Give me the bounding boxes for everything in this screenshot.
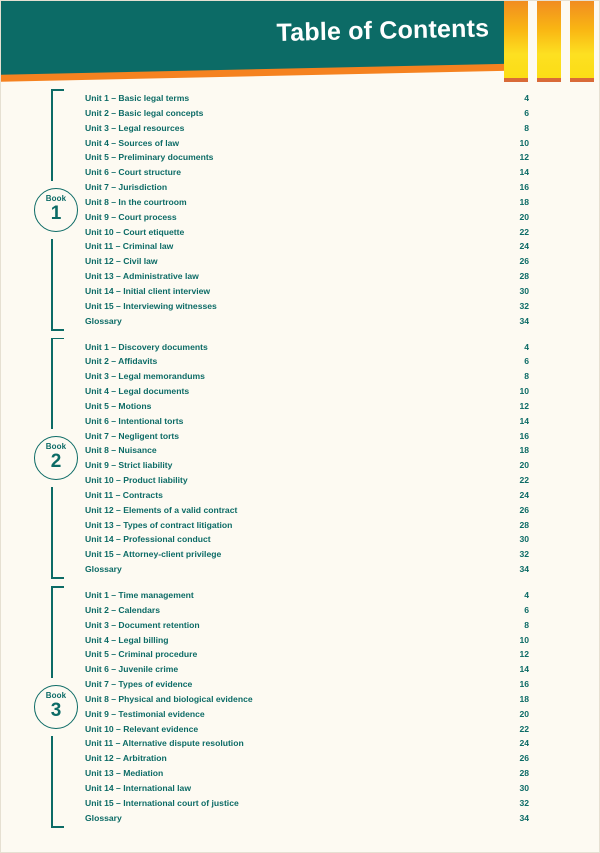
toc-entry[interactable] (85, 503, 529, 518)
toc-entry-leader-dots (189, 120, 491, 130)
toc-entry-leader-dots (194, 90, 491, 100)
toc-entry-label: Unit 1 – Discovery documents (85, 341, 208, 352)
toc-entry[interactable] (85, 225, 529, 240)
toc-entry[interactable] (85, 384, 529, 399)
toc-entry-leader-dots (165, 602, 491, 612)
toc-entry-page-number: 34 (519, 812, 529, 823)
toc-entry[interactable] (85, 562, 529, 577)
toc-entry-label: Unit 1 – Basic legal terms (85, 93, 190, 103)
toc-entry-leader-dots (213, 339, 491, 349)
toc-entry-page-number: 14 (519, 664, 529, 675)
toc-entry-leader-dots (258, 691, 491, 701)
toc-entry-leader-dots (183, 661, 491, 671)
decorative-stripe-foot-3 (570, 78, 594, 82)
toc-entry-page-number: 30 (519, 782, 529, 793)
toc-entry-leader-dots (184, 428, 491, 438)
bracket-rail-bottom (51, 239, 53, 331)
toc-entry-page-number: 30 (519, 534, 529, 545)
toc-entry-label: Unit 7 – Types of evidence (85, 679, 193, 690)
toc-entry-leader-dots (172, 750, 491, 760)
toc-entry-page-number: 12 (519, 400, 529, 411)
toc-entry-page-number: 14 (519, 167, 529, 178)
toc-entry[interactable] (85, 588, 529, 603)
book-section-1 (1, 89, 600, 331)
toc-entry[interactable] (85, 284, 529, 299)
toc-entry[interactable] (85, 150, 529, 165)
toc-entry-label: Unit 15 – International court of justice (85, 797, 239, 808)
toc-entry[interactable] (85, 722, 529, 737)
toc-entry-page-number: 18 (519, 445, 529, 456)
toc-entry-leader-dots (177, 457, 491, 467)
decorative-stripe-1 (504, 0, 528, 78)
toc-entry-page-number: 12 (519, 152, 529, 163)
toc-entry[interactable] (85, 532, 529, 547)
bracket-tick-bottom (51, 329, 64, 331)
toc-entry-leader-dots (127, 561, 491, 571)
toc-entry-label: Unit 8 – In the courtroom (85, 196, 187, 207)
toc-entry-label: Unit 10 – Product liability (85, 475, 188, 486)
toc-entry-page-number: 6 (524, 356, 529, 367)
toc-entry[interactable] (85, 340, 529, 355)
toc-entry-page-number: 26 (519, 753, 529, 764)
toc-entry-leader-dots (168, 765, 491, 775)
toc-entry[interactable] (85, 603, 529, 618)
book-entry-list (85, 89, 529, 331)
book-section-2 (1, 338, 600, 580)
toc-entry-label: Unit 14 – Initial client interview (85, 285, 211, 296)
toc-entry-label: Unit 9 – Court process (85, 211, 177, 222)
toc-entry-page-number: 28 (519, 519, 529, 530)
toc-entry-leader-dots (197, 676, 491, 686)
toc-entry-leader-dots (193, 472, 491, 482)
decorative-stripe-2 (537, 0, 561, 78)
book-badge (34, 685, 78, 729)
toc-entry[interactable] (85, 736, 529, 751)
toc-entry[interactable] (85, 429, 529, 444)
toc-entry-leader-dots (203, 721, 491, 731)
bracket-tick-top (51, 89, 64, 91)
toc-entry-label: Unit 14 – Professional conduct (85, 534, 211, 545)
toc-entry-leader-dots (162, 442, 491, 452)
toc-entry-leader-dots (127, 313, 491, 323)
toc-entry-leader-dots (222, 298, 491, 308)
toc-entry[interactable] (85, 707, 529, 722)
toc-entry-page-number: 34 (519, 315, 529, 326)
toc-entry-leader-dots (163, 253, 491, 263)
toc-entry-leader-dots (188, 413, 491, 423)
toc-entry-leader-dots (186, 164, 491, 174)
toc-entry-label: Unit 13 – Administrative law (85, 271, 199, 282)
bracket-tick-bottom (51, 826, 64, 828)
bracket-tick-top (51, 586, 64, 588)
toc-entry-label: Unit 11 – Contracts (85, 489, 163, 500)
toc-entry[interactable] (85, 662, 529, 677)
bracket-rail-top (51, 338, 53, 430)
toc-entry[interactable] (85, 195, 529, 210)
toc-entry-leader-dots (210, 706, 491, 716)
decorative-stripe-foot-1 (504, 78, 528, 82)
toc-entry[interactable] (85, 136, 529, 151)
toc-entry-label: Unit 13 – Types of contract litigation (85, 519, 233, 530)
toc-entry-leader-dots (215, 283, 491, 293)
toc-entry-page-number: 30 (519, 285, 529, 296)
toc-entry[interactable] (85, 121, 529, 136)
toc-entry-leader-dots (174, 632, 491, 642)
toc-entry-label: Unit 6 – Juvenile crime (85, 664, 179, 675)
toc-entry-label: Unit 5 – Criminal procedure (85, 649, 198, 660)
toc-entry-page-number: 28 (519, 768, 529, 779)
toc-entry-page-number: 8 (524, 619, 529, 630)
toc-entry-leader-dots (194, 383, 491, 393)
toc-entry[interactable] (85, 811, 529, 826)
toc-entry[interactable] (85, 443, 529, 458)
toc-entry-leader-dots (182, 209, 491, 219)
toc-entry-label: Unit 6 – Intentional torts (85, 415, 184, 426)
toc-entry-label: Unit 7 – Negligent torts (85, 430, 180, 441)
toc-entry-label: Unit 12 – Civil law (85, 256, 158, 267)
toc-entry-page-number: 16 (519, 182, 529, 193)
book-badge-number: 1 (50, 202, 62, 224)
book-badge-number: 2 (50, 451, 62, 473)
toc-entry-page-number: 12 (519, 649, 529, 660)
toc-entry-label: Unit 1 – Time management (85, 590, 194, 600)
toc-entry-page-number: 6 (524, 604, 529, 615)
toc-entry-leader-dots (178, 238, 491, 248)
toc-entry-page-number: 32 (519, 549, 529, 560)
book-badge-word: Book (45, 442, 67, 452)
toc-entry-leader-dots (156, 398, 491, 408)
toc-entry-leader-dots (204, 268, 491, 278)
toc-entry[interactable] (85, 354, 529, 369)
toc-entry-page-number: 18 (519, 196, 529, 207)
toc-entry-page-number: 34 (519, 564, 529, 575)
toc-entry-label: Unit 4 – Legal billing (85, 634, 169, 645)
toc-entry-label: Unit 13 – Mediation (85, 768, 164, 779)
toc-entry-label: Unit 5 – Preliminary documents (85, 152, 214, 163)
bracket-rail-bottom (51, 487, 53, 579)
toc-entry-page-number: 6 (524, 107, 529, 118)
book-entry-list (85, 586, 529, 828)
decorative-stripe-foot-2 (537, 78, 561, 82)
toc-entry[interactable] (85, 458, 529, 473)
toc-entry-label: Glossary (85, 564, 122, 575)
toc-entry-page-number: 4 (524, 341, 529, 352)
toc-entry-label: Unit 10 – Court etiquette (85, 226, 185, 237)
toc-entry-page-number: 26 (519, 256, 529, 267)
toc-entry-label: Glossary (85, 315, 122, 326)
book-section-3 (1, 586, 600, 828)
toc-entry-label: Unit 7 – Jurisdiction (85, 182, 168, 193)
toc-entry-page-number: 24 (519, 241, 529, 252)
toc-entry-page-number: 20 (519, 708, 529, 719)
toc-entry[interactable] (85, 781, 529, 796)
toc-entry-label: Unit 5 – Motions (85, 400, 152, 411)
toc-entry-leader-dots (184, 135, 491, 145)
toc-entry[interactable] (85, 547, 529, 562)
toc-entry-leader-dots (205, 617, 491, 627)
toc-entry[interactable] (85, 269, 529, 284)
toc-entry-label: Unit 9 – Strict liability (85, 460, 173, 471)
toc-entry[interactable] (85, 369, 529, 384)
toc-entry-label: Unit 4 – Sources of law (85, 137, 180, 148)
toc-entry-leader-dots (249, 735, 491, 745)
toc-entry-page-number: 10 (519, 634, 529, 645)
toc-entry-leader-dots (237, 517, 491, 527)
toc-entry-label: Glossary (85, 812, 122, 823)
toc-entry-label: Unit 3 – Document retention (85, 619, 200, 630)
toc-entry-page-number: 20 (519, 211, 529, 222)
toc-entry[interactable] (85, 766, 529, 781)
toc-entry-label: Unit 3 – Legal memorandums (85, 371, 205, 382)
toc-entry-leader-dots (168, 487, 491, 497)
toc-entry[interactable] (85, 488, 529, 503)
toc-entry[interactable] (85, 618, 529, 633)
toc-entry[interactable] (85, 796, 529, 811)
toc-entry-label: Unit 10 – Relevant evidence (85, 723, 199, 734)
toc-entry-label: Unit 11 – Alternative dispute resolution (85, 738, 244, 749)
book-badge-word: Book (45, 193, 67, 203)
bracket-rail-top (51, 89, 53, 181)
toc-entry[interactable] (85, 299, 529, 314)
toc-entry-page-number: 4 (524, 93, 529, 103)
toc-entry-page-number: 10 (519, 386, 529, 397)
toc-entry[interactable] (85, 518, 529, 533)
toc-entry-leader-dots (162, 353, 491, 363)
toc-entry-leader-dots (218, 149, 491, 159)
book-badge (34, 436, 78, 480)
toc-entry[interactable] (85, 692, 529, 707)
toc-entry-page-number: 32 (519, 300, 529, 311)
toc-entry-page-number: 18 (519, 693, 529, 704)
toc-entry[interactable] (85, 254, 529, 269)
toc-entry-label: Unit 8 – Nuisance (85, 445, 157, 456)
toc-entry-leader-dots (172, 179, 491, 189)
book-entry-list (85, 338, 529, 580)
toc-entry-page-number: 16 (519, 430, 529, 441)
toc-entry-page-number: 26 (519, 504, 529, 515)
toc-entry-label: Unit 11 – Criminal law (85, 241, 174, 252)
toc-entry-page-number: 16 (519, 679, 529, 690)
bracket-tick-top (51, 338, 64, 340)
toc-entry-label: Unit 14 – International law (85, 782, 192, 793)
toc-entry-label: Unit 15 – Attorney-client privilege (85, 549, 222, 560)
toc-entry-page-number: 22 (519, 723, 529, 734)
toc-entry-leader-dots (192, 194, 491, 204)
toc-entry-leader-dots (199, 587, 491, 597)
toc-entry-label: Unit 2 – Affidavits (85, 356, 158, 367)
toc-entry[interactable] (85, 106, 529, 121)
toc-entry-page-number: 24 (519, 489, 529, 500)
toc-entry-leader-dots (242, 502, 491, 512)
toc-entry-leader-dots (196, 780, 491, 790)
book-badge-number: 3 (50, 699, 62, 721)
toc-entry-page-number: 4 (524, 590, 529, 600)
toc-entry[interactable] (85, 633, 529, 648)
toc-entry-label: Unit 2 – Basic legal concepts (85, 107, 204, 118)
toc-entry[interactable] (85, 414, 529, 429)
toc-entry-page-number: 32 (519, 797, 529, 808)
toc-entry-page-number: 8 (524, 371, 529, 382)
toc-entry-page-number: 8 (524, 122, 529, 133)
toc-entry-page-number: 22 (519, 226, 529, 237)
toc-entry-leader-dots (244, 795, 491, 805)
toc-entry-page-number: 24 (519, 738, 529, 749)
toc-entry-label: Unit 6 – Court structure (85, 167, 181, 178)
toc-entry[interactable] (85, 180, 529, 195)
toc-entry-leader-dots (202, 646, 491, 656)
toc-entry-leader-dots (216, 531, 491, 541)
toc-entry-label: Unit 8 – Physical and biological evidence (85, 693, 253, 704)
book-badge-word: Book (45, 690, 67, 700)
toc-entry-leader-dots (210, 368, 491, 378)
bracket-rail-top (51, 586, 53, 678)
page-title: Table of Contents (276, 14, 490, 47)
decorative-stripe-3 (570, 0, 594, 78)
bracket-rail-bottom (51, 736, 53, 828)
toc-entry[interactable] (85, 91, 529, 106)
toc-entry-label: Unit 3 – Legal resources (85, 122, 185, 133)
toc-entry-leader-dots (127, 810, 491, 820)
toc-entry[interactable] (85, 314, 529, 329)
toc-entry-page-number: 10 (519, 137, 529, 148)
toc-entry[interactable] (85, 210, 529, 225)
toc-entry-page-number: 14 (519, 415, 529, 426)
toc-entry[interactable] (85, 239, 529, 254)
bracket-tick-bottom (51, 577, 64, 579)
toc-content (1, 89, 600, 835)
toc-entry[interactable] (85, 399, 529, 414)
toc-entry-label: Unit 12 – Elements of a valid contract (85, 504, 238, 515)
toc-entry-label: Unit 12 – Arbitration (85, 753, 167, 764)
toc-entry[interactable] (85, 165, 529, 180)
book-badge (34, 188, 78, 232)
toc-entry-label: Unit 4 – Legal documents (85, 386, 190, 397)
toc-entry-leader-dots (189, 224, 491, 234)
toc-entry-page-number: 22 (519, 475, 529, 486)
toc-entry-label: Unit 9 – Testimonial evidence (85, 708, 205, 719)
toc-entry[interactable] (85, 751, 529, 766)
toc-entry-label: Unit 15 – Interviewing witnesses (85, 300, 217, 311)
toc-entry[interactable] (85, 473, 529, 488)
toc-entry-leader-dots (226, 546, 491, 556)
toc-entry[interactable] (85, 647, 529, 662)
toc-entry-label: Unit 2 – Calendars (85, 604, 160, 615)
toc-entry[interactable] (85, 677, 529, 692)
toc-entry-page-number: 28 (519, 271, 529, 282)
toc-entry-page-number: 20 (519, 460, 529, 471)
toc-entry-leader-dots (208, 105, 491, 115)
